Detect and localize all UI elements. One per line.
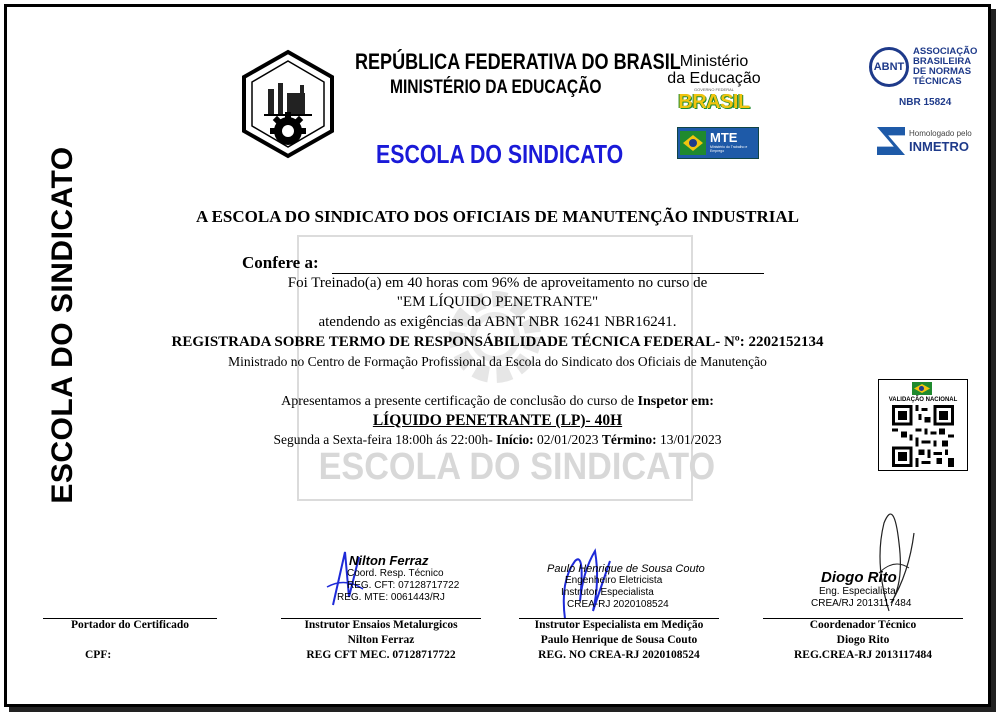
signature-stamp-4: Diogo Rito Eng. Especialista CREA/RJ 2013117484 xyxy=(811,569,912,609)
schedule-text: Segunda a Sexta-feira 18:00h ás 22:00h- Início: 02/01/2023 Término: 13/01/2023 xyxy=(273,432,722,447)
course-name: LÍQUIDO PENETRANTE (LP)- 40H xyxy=(372,412,623,429)
side-title: ESCOLA DO SINDICATO xyxy=(46,146,79,504)
training-hours-text: Foi Treinado(a) em 40 horas com 96% de aproveitamento no curso de xyxy=(287,275,708,291)
signature-stamp-3: Paulo Henrique de Sousa Couto Engenheiro Eletricista Instrutor Especialista CREA-RJ 2020108524 xyxy=(547,563,705,610)
signature-stamp-2: Nilton Ferraz Coord. Resp. Técnico REG. CFT: 07128717722 REG. MTE: 0061443/RJ xyxy=(337,553,460,603)
course-title-quoted: "EM LÍQUIDO PENETRANTE" xyxy=(396,294,599,310)
mte-logo: MTE Ministério do Trabalho e Emprego xyxy=(677,127,759,159)
flag-icon xyxy=(680,131,706,155)
school-name: ESCOLA DO SINDICATO xyxy=(376,139,624,169)
institution-heading: A ESCOLA DO SINDICATO DOS OFICIAIS DE MANUTENÇÃO INDUSTRIAL xyxy=(196,207,799,226)
inmetro-logo: Homologado pelo INMETRO xyxy=(877,127,987,157)
qr-code-icon xyxy=(892,405,954,467)
abnt-badge: ABNT xyxy=(869,47,909,87)
presentation-text: Apresentamos a presente certificação de conclusão do curso de Inspetor em: xyxy=(281,394,714,409)
signature-block-coordinator: Coordenador Técnico Diogo Rito REG.CREA-RJ 2013117484 xyxy=(793,619,932,661)
training-center-text: Ministrado no Centro de Formação Profissional da Escola do Sindicato dos Oficiais de Manutenção xyxy=(228,354,767,369)
watermark: ESCOLA DO SINDICATO xyxy=(297,235,693,501)
signature-block-holder: Portador do Certificado CPF: xyxy=(71,619,189,661)
norms-text: atendendo as exigências da ABNT NBR 16241 NBR16241. xyxy=(318,314,677,330)
signature-block-metallurgy: Instrutor Ensaios Metalurgicos Nilton Ferraz REG CFT MEC. 07128717722 xyxy=(304,619,458,661)
certificate-frame xyxy=(4,4,991,707)
inmetro-mark-icon xyxy=(877,127,905,155)
confere-label: Confere a: xyxy=(242,253,319,272)
registration-text: REGISTRADA SOBRE TERMO DE RESPONSÁBILIDADE TÉCNICA FEDERAL- Nº: 2202152134 xyxy=(171,334,824,350)
school-gear-logo xyxy=(240,49,336,159)
recipient-name-line xyxy=(332,273,764,274)
qr-validation[interactable]: VALIDAÇÃO NACIONAL xyxy=(878,379,968,471)
abnt-logo: ABNT ASSOCIAÇÃO BRASILEIRA DE NORMAS TÉCNICAS NBR 15824 xyxy=(869,45,979,115)
flag-icon xyxy=(912,382,932,395)
ministry-title: MINISTÉRIO DA EDUCAÇÃO xyxy=(390,77,602,98)
mec-logo: Ministério da Educação GOVERNO FEDERAL BRASIL xyxy=(667,53,761,113)
signature-block-measurement: Instrutor Especialista em Medição Paulo Henrique de Sousa Couto REG. NO CREA-RJ 2020108524 xyxy=(534,619,704,661)
republic-title: REPÚBLICA FEDERATIVA DO BRASIL xyxy=(355,49,681,74)
